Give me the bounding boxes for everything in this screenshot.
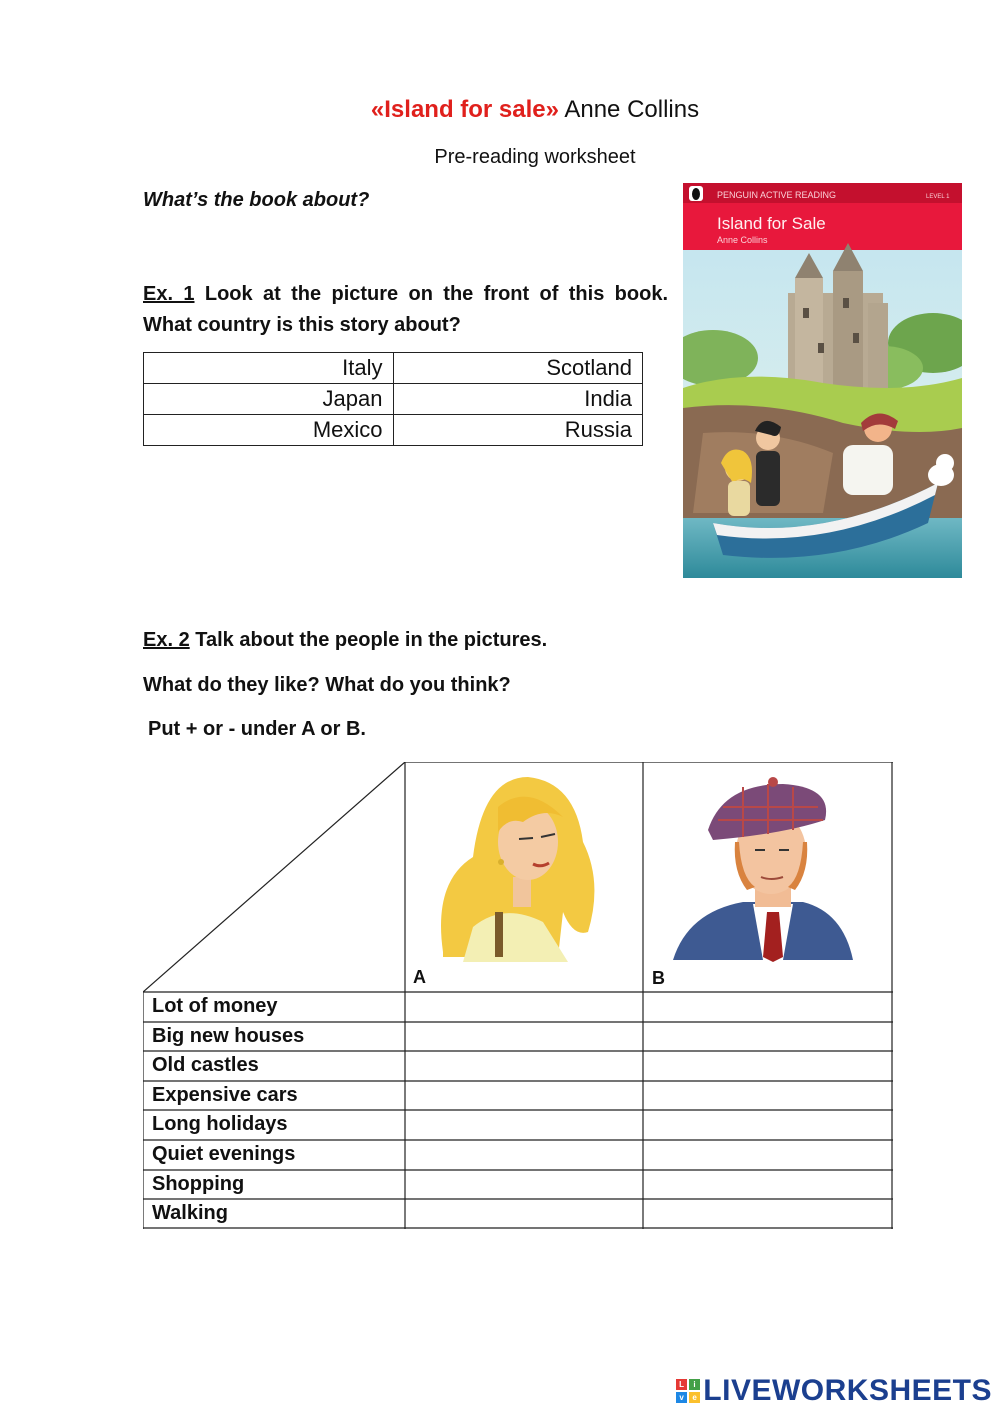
country-option[interactable]: Italy (144, 353, 394, 384)
row-label: Lot of money (152, 995, 278, 1017)
row-label: Expensive cars (152, 1084, 298, 1106)
answer-cell-b[interactable] (644, 993, 891, 1021)
answer-cell-b[interactable] (644, 1141, 891, 1169)
page-title (0, 96, 1000, 124)
answer-cell-b[interactable] (644, 1023, 891, 1050)
countries-table (143, 352, 643, 446)
answer-cell-b[interactable] (644, 1111, 891, 1139)
cover-level: LEVEL 1 (926, 194, 950, 200)
answer-cell-b[interactable] (644, 1171, 891, 1198)
answer-cell-a[interactable] (406, 1200, 642, 1227)
row-label: Shopping (152, 1173, 245, 1195)
exercise-1-label: Ex. 1 (143, 283, 195, 305)
person-b-illustration (673, 777, 853, 962)
book-cover-image (683, 183, 962, 578)
country-option[interactable]: Japan (144, 384, 394, 415)
cover-series: PENGUIN ACTIVE READING (717, 190, 837, 200)
table-row (144, 384, 643, 415)
exercise-2-label: Ex. 2 (143, 629, 190, 651)
country-option[interactable]: India (393, 384, 643, 415)
liveworksheets-logo (676, 1374, 992, 1408)
liveworksheets-logo-icon: L i v e (676, 1379, 700, 1403)
row-label: Walking (152, 1202, 228, 1224)
exercise-2-prompt (143, 629, 547, 652)
answer-cell-a[interactable] (406, 1171, 642, 1198)
table-row (144, 353, 643, 384)
cover-author: Anne Collins (717, 235, 768, 245)
column-b-label: B (652, 968, 665, 988)
liveworksheets-logo-text: LIVEWORKSHEETS (703, 1374, 992, 1407)
country-option[interactable]: Scotland (393, 353, 643, 384)
preferences-table (143, 762, 893, 1229)
row-label: Big new houses (152, 1025, 305, 1047)
column-a-label: A (413, 967, 426, 987)
answer-cell-b[interactable] (644, 1052, 891, 1080)
exercise-2-text: Talk about the people in the pictures. (195, 629, 548, 651)
answer-cell-a[interactable] (406, 1111, 642, 1139)
table-row (144, 415, 643, 446)
row-label: Long holidays (152, 1113, 288, 1135)
person-a-illustration (441, 777, 594, 962)
exercise-2-question: What do they like? What do you think? (143, 674, 511, 696)
answer-cell-a[interactable] (406, 1141, 642, 1169)
answer-cell-a[interactable] (406, 1023, 642, 1050)
book-cover-illustration (683, 183, 962, 578)
exercise-1-prompt (143, 279, 668, 341)
exercise-1-text: Look at the picture on the front of this book. What country is this story about? (143, 283, 668, 336)
worksheet-subtitle: Pre-reading worksheet (434, 146, 636, 168)
answer-cell-a[interactable] (406, 1052, 642, 1080)
answer-cell-b[interactable] (644, 1082, 891, 1109)
row-label: Quiet evenings (152, 1143, 296, 1165)
intro-question: What’s the book about? (143, 189, 370, 211)
cover-title: Island for Sale (717, 214, 826, 233)
row-label: Old castles (152, 1054, 259, 1076)
answer-cell-a[interactable] (406, 1082, 642, 1109)
exercise-2-instruction: Put + or - under A or B. (148, 718, 366, 740)
answer-cell-b[interactable] (644, 1200, 891, 1227)
country-option[interactable]: Russia (393, 415, 643, 446)
country-option[interactable]: Mexico (144, 415, 394, 446)
book-title: «Island for sale» (370, 96, 559, 123)
answer-cell-a[interactable] (406, 993, 642, 1021)
book-author: Anne Collins (564, 96, 700, 123)
